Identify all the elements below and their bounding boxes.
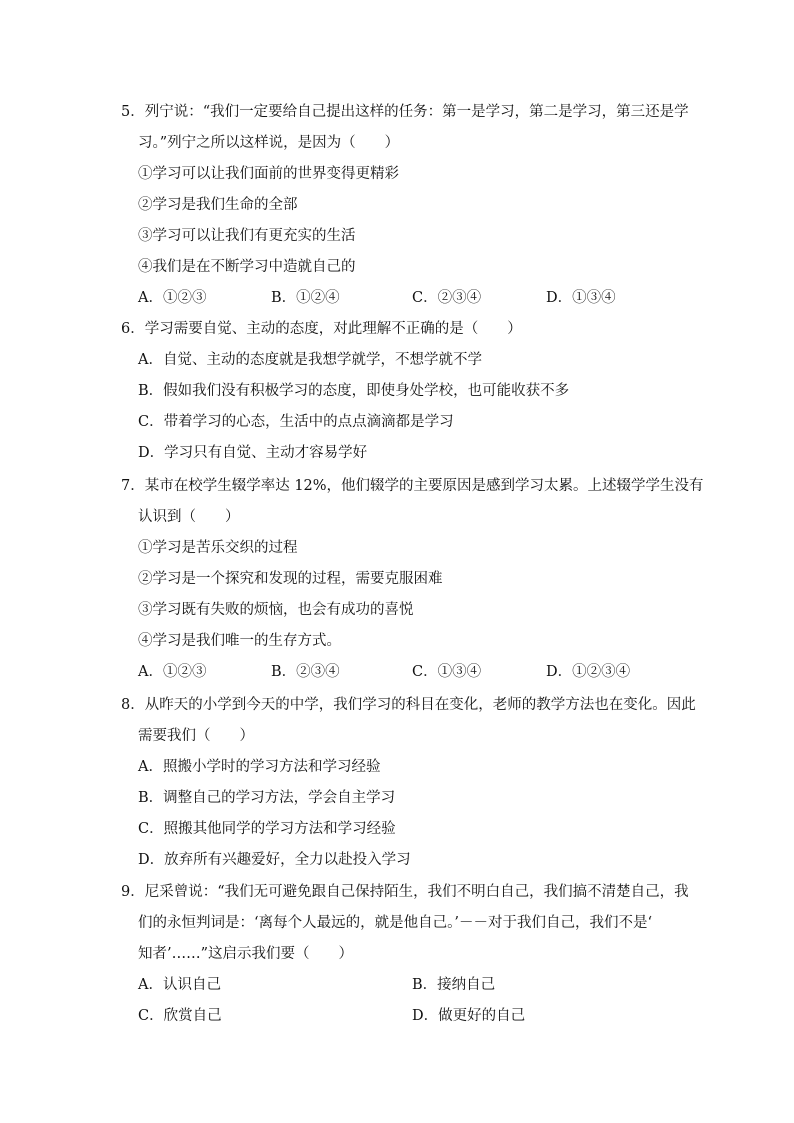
question-stem-line: 知者’……”这启示我们要（ ） [138,946,354,962]
option-d: D．①②③④ [546,664,631,680]
statement-2: ②学习是一个探究和发现的过程，需要克服困难 [138,571,443,587]
statement-4: ④我们是在不断学习中造就自己的 [138,259,356,275]
statement-3: ③学习可以让我们有更充实的生活 [138,228,356,244]
question-stem-line: 8．从昨天的小学到今天的中学，我们学习的科目在变化，老师的教学方法也在变化。因此 [121,697,696,713]
option-b: B．②③④ [271,664,340,680]
statement-4: ④学习是我们唯一的生存方式。 [138,633,341,649]
answer-options-row [121,970,681,1001]
question-stem-line: 6．学习需要自觉、主动的态度，对此理解不正确的是（ ） [121,321,522,337]
question-8 [121,690,696,876]
question-9 [121,877,689,1032]
option-c: C．②③④ [412,290,482,306]
option-a: A．①②③ [138,664,207,680]
answer-options [121,283,681,314]
answer-options-row [121,1001,681,1032]
question-stem-line: 们的永恒判词是：‘离每个人最远的，就是他自己。’－－对于我们自己，我们不是‘ [138,915,653,931]
question-stem-line: 需要我们（ ） [138,728,254,744]
option-c: C．带着学习的心态，生活中的点点滴滴都是学习 [138,414,454,430]
question-7 [121,471,704,688]
option-a: A．①②③ [138,290,207,306]
question-stem-line: 7．某市在校学生辍学率达 12%，他们辍学的主要原因是感到学习太累。上述辍学学生没有 [121,478,704,494]
option-a: A．照搬小学时的学习方法和学习经验 [138,759,381,775]
option-d: D．学习只有自觉、主动才容易学好 [138,445,368,461]
statement-1: ①学习是苦乐交织的过程 [138,540,298,556]
option-a: A．自觉、主动的态度就是我想学就学，不想学就不学 [138,352,482,368]
option-b: B．假如我们没有积极学习的态度，即使身处学校，也可能收获不多 [138,383,570,399]
option-b: B．调整自己的学习方法，学会自主学习 [138,790,396,806]
answer-options [121,657,681,688]
option-d: D．①③④ [546,290,616,306]
statement-2: ②学习是我们生命的全部 [138,197,298,213]
option-c: C．照搬其他同学的学习方法和学习经验 [138,821,396,837]
option-d: D．做更好的自己 [412,1008,526,1024]
question-5 [121,97,689,314]
question-stem-line: 习。”列宁之所以这样说，是因为（ ） [138,135,400,151]
option-c: C．①③④ [412,664,482,680]
question-stem-line: 5．列宁说：“我们一定要给自己提出这样的任务：第一是学习，第二是学习，第三还是学 [121,104,689,120]
option-c: C．欣赏自己 [138,1008,222,1024]
question-6 [121,314,681,469]
question-stem-line: 9．尼采曾说：“我们无可避免跟自己保持陌生，我们不明白自己，我们搞不清楚自己，我 [121,884,689,900]
option-b: B．接纳自己 [412,977,496,993]
statement-3: ③学习既有失败的烦恼，也会有成功的喜悦 [138,602,414,618]
question-stem-line: 认识到（ ） [138,509,240,525]
statement-1: ①学习可以让我们面前的世界变得更精彩 [138,166,399,182]
option-d: D．放弃所有兴趣爱好，全力以赴投入学习 [138,852,411,868]
option-a: A．认识自己 [138,977,221,993]
option-b: B．①②④ [271,290,340,306]
